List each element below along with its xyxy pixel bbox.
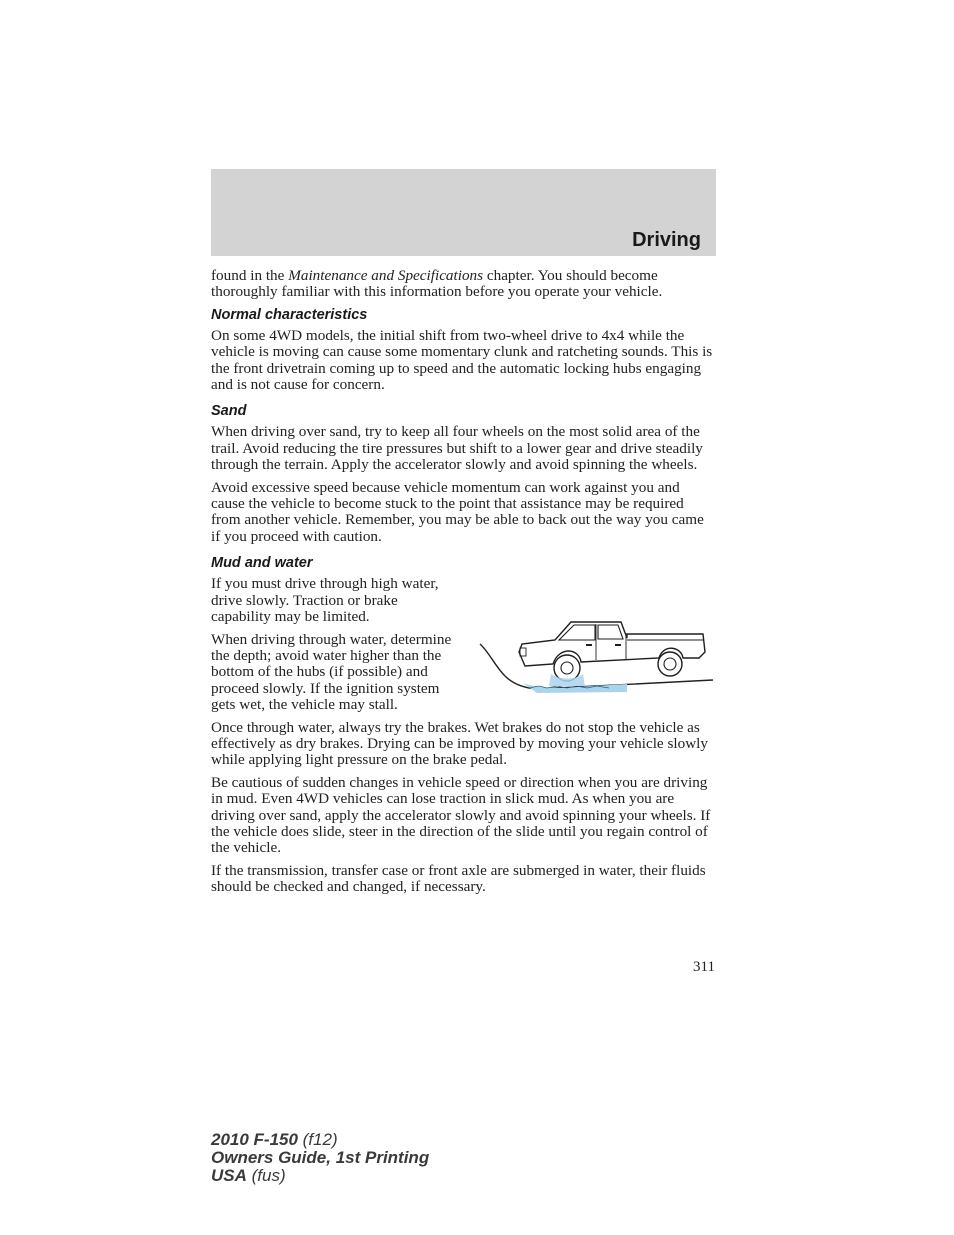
section-header-band	[211, 169, 716, 256]
sand-paragraph-1: When driving over sand, try to keep all four wheels on the most solid area of the trail. Avoid reducing the tire pressures but shift to a lower gear and drive steadily through the terrain. Apply the accelerator slowly and avoid spinning the wheels.	[211, 423, 703, 474]
footer-market-code: (fus)	[246, 1166, 286, 1185]
sand-paragraph-2: Avoid excessive speed because vehicle momentum can work against you and cause the vehicle to become stuck to the point that assistance may be required from another vehicle. Remember, you may be able to back out the way you came if you proceed with caution.	[211, 478, 704, 545]
intro-suffix: chapter. You should become thoroughly familiar with this information before you operate your vehicle.	[211, 267, 663, 301]
footer-model: 2010 F-150	[211, 1130, 298, 1149]
footer-line-1	[211, 1131, 429, 1149]
intro-paragraph	[211, 268, 716, 301]
section-title: Driving	[632, 229, 701, 251]
mud-paragraph-2: When driving through water, determine the depth; avoid water higher than the bottom of the hubs (if possible) and proceed slowly. If the ignition system gets wet, the vehicle may stall.	[211, 630, 452, 714]
mud-paragraph-5: If the transmission, transfer case or front axle are submerged in water, their fluids should be checked and changed, if necessary.	[211, 861, 706, 896]
intro-prefix: found in the	[211, 267, 289, 284]
footer-line-3	[211, 1167, 429, 1185]
normal-paragraph-1: On some 4WD models, the initial shift from two-wheel drive to 4x4 while the vehicle is moving can cause some momentary clunk and ratcheting sounds. This is the front drivetrain coming up to speed and the automatic locking hubs engaging and is not cause for concern.	[211, 326, 713, 394]
heading-mud-and-water: Mud and water	[211, 555, 313, 572]
mud-wrap-text	[211, 576, 456, 713]
page-number: 311	[693, 959, 715, 975]
footer-line-2: Owners Guide, 1st Printing	[211, 1148, 430, 1167]
intro-emphasis: Maintenance and Specifications	[288, 267, 484, 284]
footer-model-code: (f12)	[297, 1130, 338, 1149]
document-footer	[211, 1131, 429, 1185]
mud-paragraph-1: If you must drive through high water, drive slowly. Traction or brake capability may be limited.	[211, 575, 439, 626]
mud-paragraph-3: Once through water, always try the brakes. Wet brakes do not stop the vehicle as effectively as dry brakes. Drying can be improved by moving your vehicle slowly while applying light pressure on the brake pedal.	[211, 718, 708, 769]
pickup-truck-in-water-icon	[477, 596, 717, 696]
mud-paragraph-4: Be cautious of sudden changes in vehicle speed or direction when you are driving in mud. Even 4WD vehicles can lose traction in slick mud. As when you are driving over sand, apply the accelerator slowly and avoid spinning your wheels. If the vehicle does slide, steer in the direction of the slide until you regain control of the vehicle.	[211, 773, 711, 857]
mud-wrap-block	[211, 576, 716, 713]
heading-normal-characteristics: Normal characteristics	[211, 306, 368, 323]
footer-market: USA	[211, 1166, 247, 1185]
heading-sand: Sand	[211, 403, 247, 420]
page-content	[211, 268, 716, 902]
